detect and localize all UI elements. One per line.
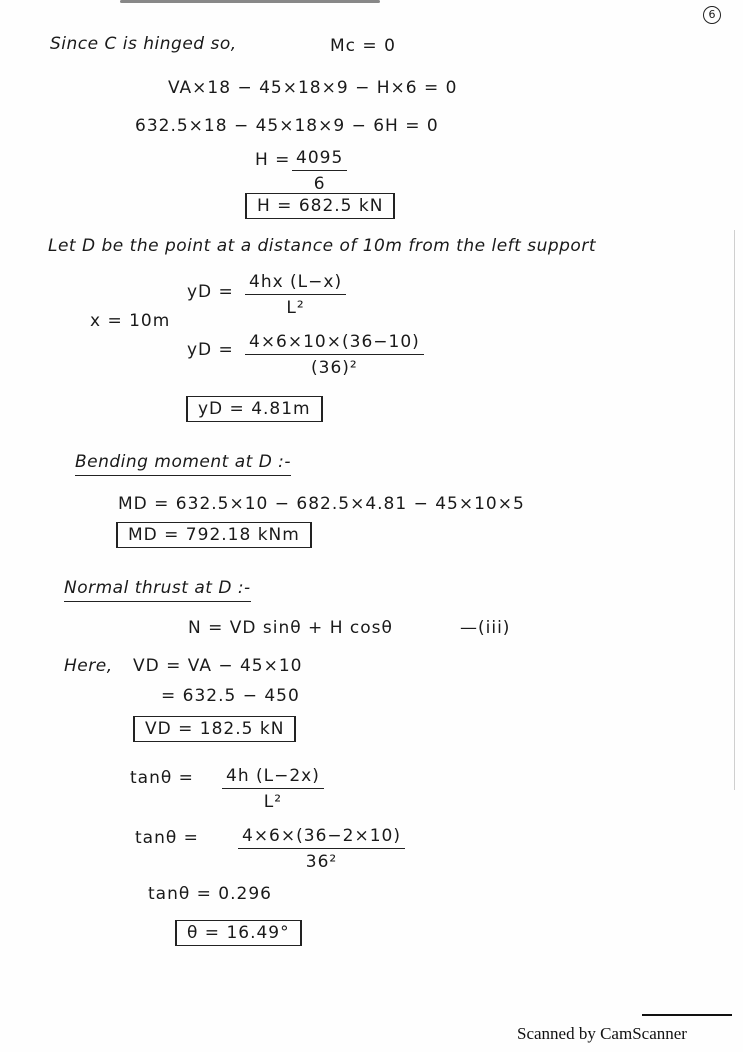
scan-edge-shadow — [120, 0, 380, 3]
bending-moment-heading: Bending moment at D :- — [75, 452, 291, 476]
tan-formula-numerator: 4h (L−2x) — [222, 766, 324, 789]
tan-formula-denominator: L² — [263, 792, 283, 812]
normal-thrust-equation: N = VD sinθ + H cosθ — [188, 618, 393, 638]
equation-moment-c: VA×18 − 45×18×9 − H×6 = 0 — [168, 78, 458, 98]
normal-thrust-heading: Normal thrust at D :- — [64, 578, 251, 602]
tan-sub-fraction — [238, 826, 405, 872]
footer-rule — [642, 1014, 732, 1016]
vd-equation: VD = VA − 45×10 — [133, 656, 303, 676]
tan-sub-lhs: tanθ = — [135, 828, 199, 848]
yd-sub-fraction — [245, 332, 424, 378]
point-d-intro-text: Let D be the point at a distance of 10m from the left support — [48, 236, 596, 256]
h-fraction-numerator: 4095 — [292, 148, 347, 171]
result-box-md: MD = 792.18 kNm — [116, 522, 312, 548]
md-equation: MD = 632.5×10 − 682.5×4.81 − 45×10×5 — [118, 494, 525, 514]
hinge-intro-text: Since C is hinged so, — [50, 34, 237, 54]
h-fraction-denominator: 6 — [313, 174, 326, 194]
x-value: x = 10m — [90, 311, 171, 331]
yd-sub-lhs: yD = — [187, 340, 234, 360]
scanner-watermark: Scanned by CamScanner — [517, 1024, 687, 1043]
tan-formula-fraction — [222, 766, 324, 812]
result-box-yd: yD = 4.81m — [186, 396, 323, 422]
tan-value: tanθ = 0.296 — [148, 884, 272, 904]
tan-sub-denominator: 36² — [305, 852, 338, 872]
result-box-theta: θ = 16.49° — [175, 920, 302, 946]
result-box-vd: VD = 182.5 kN — [133, 716, 296, 742]
equation-label-iii: —(iii) — [460, 618, 511, 638]
here-label: Here, — [64, 656, 113, 676]
result-box-h: H = 682.5 kN — [245, 193, 395, 219]
moment-condition: Mc = 0 — [330, 36, 396, 56]
yd-sub-numerator: 4×6×10×(36−10) — [245, 332, 424, 355]
tan-sub-numerator: 4×6×(36−2×10) — [238, 826, 405, 849]
yd-formula-denominator: L² — [286, 298, 305, 318]
vd-substituted: = 632.5 − 450 — [161, 686, 300, 706]
scan-edge-line — [734, 230, 735, 790]
page-number: 6 — [703, 6, 721, 24]
yd-sub-denominator: (36)² — [311, 358, 358, 378]
yd-formula-lhs: yD = — [187, 282, 234, 302]
h-fraction — [292, 148, 347, 194]
yd-formula-numerator: 4hx (L−x) — [245, 272, 346, 295]
yd-formula-fraction — [245, 272, 346, 318]
tan-formula-lhs: tanθ = — [130, 768, 194, 788]
h-equals-label: H = — [255, 150, 291, 170]
equation-substituted: 632.5×18 − 45×18×9 − 6H = 0 — [135, 116, 439, 136]
